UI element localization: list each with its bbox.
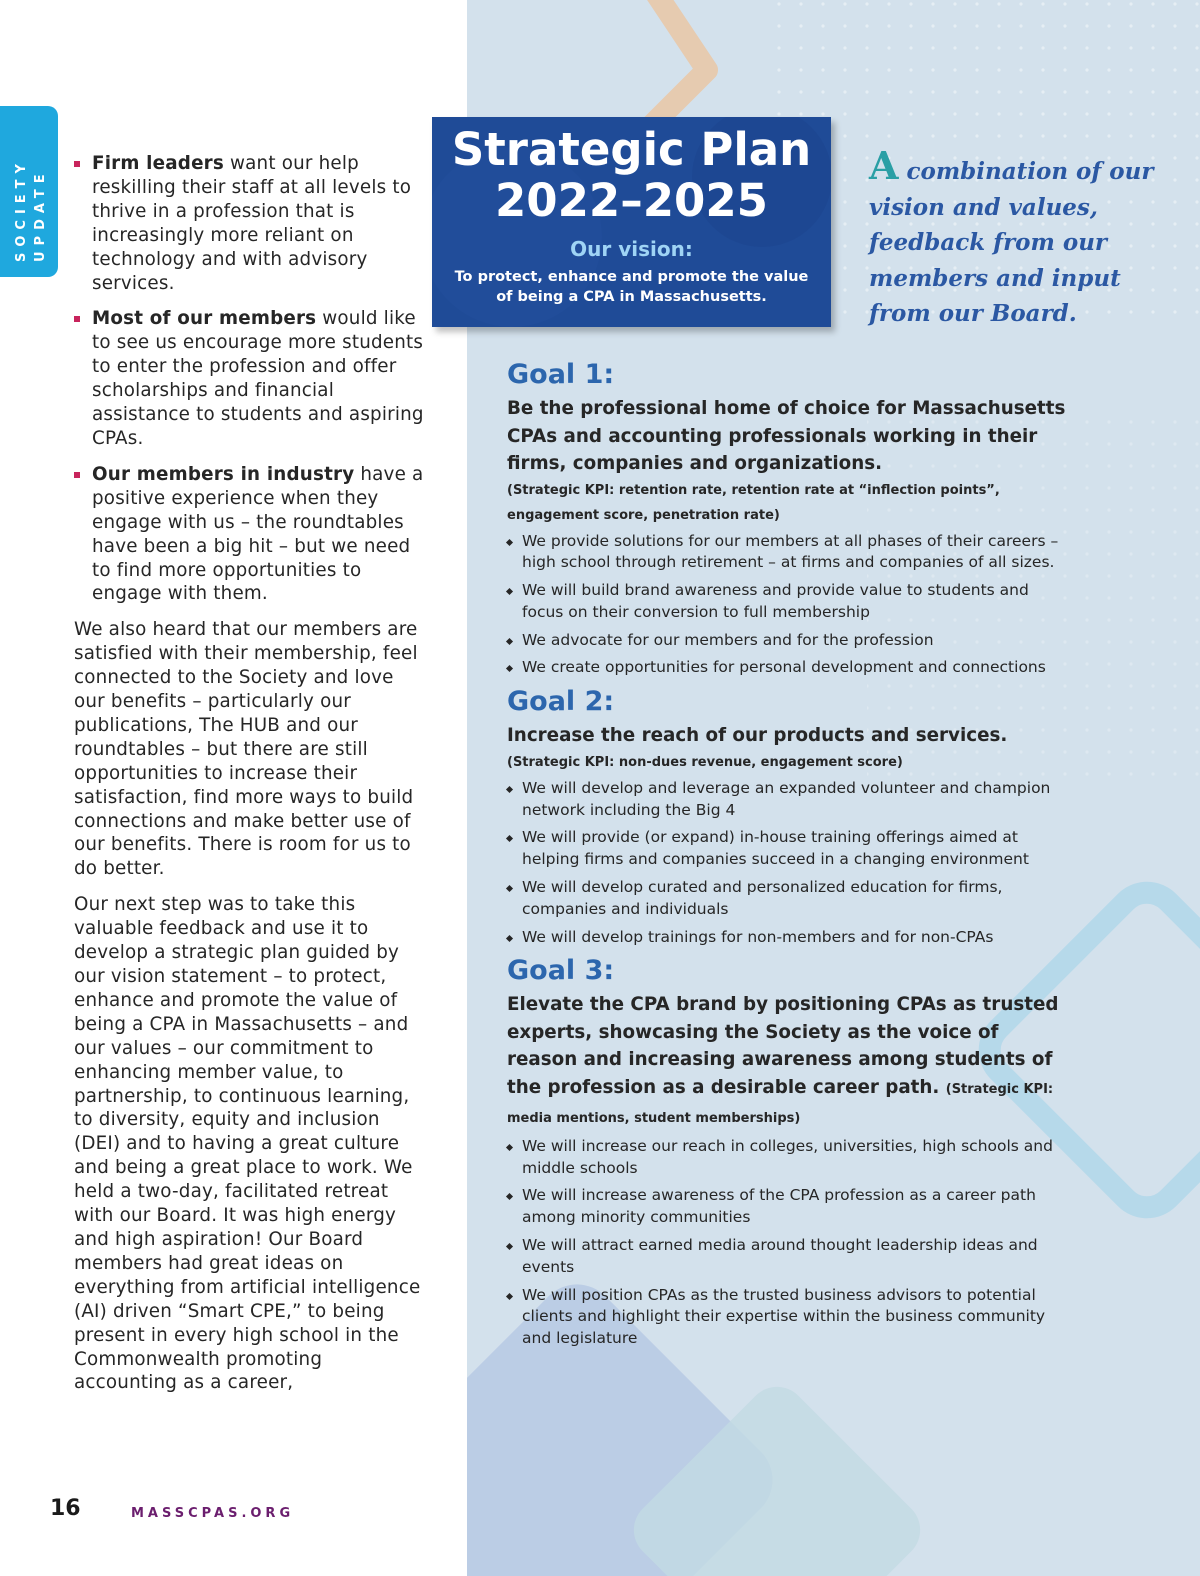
pull-quote-text: combination of our vision and values, feedback from our members and input from our Board. <box>869 158 1154 327</box>
site-url: MASSCPAS.ORG <box>131 1506 295 1521</box>
list-item <box>507 827 1067 871</box>
item-text: We provide solutions for our members at all phases of their careers – high school through retirement – at firms and companies of all sizes. <box>522 531 1059 572</box>
list-item <box>507 1136 1067 1180</box>
bullet-square-icon <box>74 472 80 478</box>
bullet-square-icon <box>74 316 80 322</box>
bullet-text: have a positive experience when they engage with us – the roundtables have been a big hit – but we need to find more opportunities to engage with them. <box>92 463 424 605</box>
list-item <box>507 927 1067 949</box>
diamond-bullet-icon <box>506 1193 513 1200</box>
diamond-bullet-icon <box>506 786 513 793</box>
vision-statement <box>432 267 831 307</box>
goal-kpi: (Strategic KPI: non-dues revenue, engagement score) <box>507 754 903 770</box>
bullet-lead: Most of our members <box>92 308 317 330</box>
goal-kpi: (Strategic KPI: media mentions, student memberships) <box>507 1081 1054 1127</box>
goal-heading: Goal 2: <box>507 686 615 718</box>
list-item <box>507 1235 1067 1279</box>
goal-heading: Goal 1: <box>507 359 615 390</box>
item-text: We will attract earned media around thought leadership ideas and events <box>522 1236 1038 1276</box>
bullet-square-icon <box>74 161 80 167</box>
findings-list <box>74 152 424 606</box>
list-item <box>507 657 1067 679</box>
bullet-lead: Firm leaders <box>92 153 224 174</box>
list-item <box>74 152 424 295</box>
bullet-text: want our help reskilling their staff at all levels to thrive in a profession that is increasingly more reliant on technology and with advisory services. <box>92 153 412 294</box>
list-item <box>507 630 1067 652</box>
goal-heading: Goal 3: <box>507 955 615 987</box>
item-text: We will position CPAs as the trusted business advisors to potential clients and highlight their expertise within the business community and legislature <box>522 1285 1046 1348</box>
bullet-text: would like to see us encourage more students to enter the profession and offer scholarships and financial assistance to students and aspiring CPAs. <box>92 308 424 449</box>
item-text: We advocate for our members and for the profession <box>522 630 934 649</box>
item-text: We will develop curated and personalized education for firms, companies and individuals <box>522 877 1003 918</box>
goal-items <box>507 778 1067 949</box>
vision-line2: of being a CPA in Massachusetts. <box>496 289 767 305</box>
list-item <box>507 1285 1067 1350</box>
list-item <box>507 778 1067 822</box>
item-text: We create opportunities for personal development and connections <box>522 658 1046 677</box>
diamond-bullet-icon <box>506 638 513 645</box>
section-tab-line1: SOCIETY <box>14 158 29 262</box>
body-paragraph: We also heard that our members are satisfied with their membership, feel connected to the Society and love our benefits – particularly our publications, The HUB and our roundtables – but there are still opportunities to increase their satisfaction, find more ways to build connections and make better use of our benefits. There is room for us to do better. <box>74 619 418 880</box>
body-paragraph: Our next step was to take this valuable feedback and use it to develop a strategic plan guided by our vision statement – to protect, enhance and promote the value of being a CPA in Massachusetts – and our values – our commitment to enhancing member value, to partnership, to continuous learning, to diversity, equity and inclusion (DEI) and to having a great culture and being a great place to work. We held a two-day, facilitated retreat with our Board. It was high energy and high aspiration! Our Board members had great ideas on everything from artificial intelligence (AI) driven “Smart CPE,” to being present in every high school in the Commonwealth promoting accounting as a career, <box>74 894 421 1394</box>
goal-items <box>507 531 1067 680</box>
item-text: We will increase our reach in colleges, universities, high schools and middle schools <box>522 1136 1053 1177</box>
list-item <box>507 1185 1067 1229</box>
item-text: We will increase awareness of the CPA profession as a career path among minority communities <box>522 1186 1036 1227</box>
diamond-bullet-icon <box>506 1144 513 1151</box>
item-text: We will provide (or expand) in-house training offerings aimed at helping firms and companies succeed in a changing environment <box>522 828 1029 869</box>
left-column <box>74 152 424 1407</box>
list-item <box>74 463 424 606</box>
goal-title <box>507 991 1067 1133</box>
goal-title: Be the professional home of choice for Massachusetts CPAs and accounting professionals working in their firms, companies and organizations. <box>507 398 1066 474</box>
plan-title-line2: 2022–2025 <box>495 174 768 227</box>
goal-kpi: (Strategic KPI: retention rate, retention rate at “inflection points”, engagement score, penetration rate) <box>507 482 1000 523</box>
goal-items <box>507 1136 1067 1350</box>
strategic-plan-box <box>432 117 831 327</box>
list-item <box>507 877 1067 921</box>
goal-title-text: Elevate the CPA brand by positioning CPAs as trusted experts, showcasing the Society as the voice of reason and increasing awareness among students of the profession as a desirable career path. <box>507 994 1059 1098</box>
goal-1 <box>507 358 1067 679</box>
bullet-lead: Our members in industry <box>92 463 355 485</box>
goals-section <box>507 358 1067 1356</box>
list-item <box>507 531 1067 575</box>
vision-label: Our vision: <box>570 237 693 261</box>
list-item <box>74 307 424 450</box>
diamond-bullet-icon <box>506 538 513 545</box>
diamond-bullet-icon <box>506 665 513 672</box>
goal-2 <box>507 685 1067 948</box>
section-tab <box>0 106 58 277</box>
plan-title-line1: Strategic Plan <box>451 123 812 176</box>
diamond-bullet-icon <box>506 885 513 892</box>
pull-quote <box>869 143 1169 332</box>
list-item <box>507 580 1067 624</box>
vision-line1: To protect, enhance and promote the value <box>454 269 809 285</box>
page-number: 16 <box>50 1496 81 1521</box>
diamond-bullet-icon <box>506 1243 513 1250</box>
item-text: We will develop and leverage an expanded volunteer and champion network including the Big 4 <box>522 778 1051 819</box>
diamond-bullet-icon <box>506 588 513 595</box>
diamond-bullet-icon <box>506 835 513 842</box>
goal-title: Increase the reach of our products and services. <box>507 725 1008 747</box>
pull-quote-dropcap: A <box>869 143 899 188</box>
item-text: We will build brand awareness and provide value to students and focus on their conversion to full membership <box>522 581 1029 621</box>
goal-3 <box>507 954 1067 1350</box>
diamond-bullet-icon <box>506 1293 513 1300</box>
item-text: We will develop trainings for non-members and for non-CPAs <box>522 927 994 946</box>
diamond-bullet-icon <box>506 935 513 942</box>
section-tab-line2: UPDATE <box>33 168 48 262</box>
